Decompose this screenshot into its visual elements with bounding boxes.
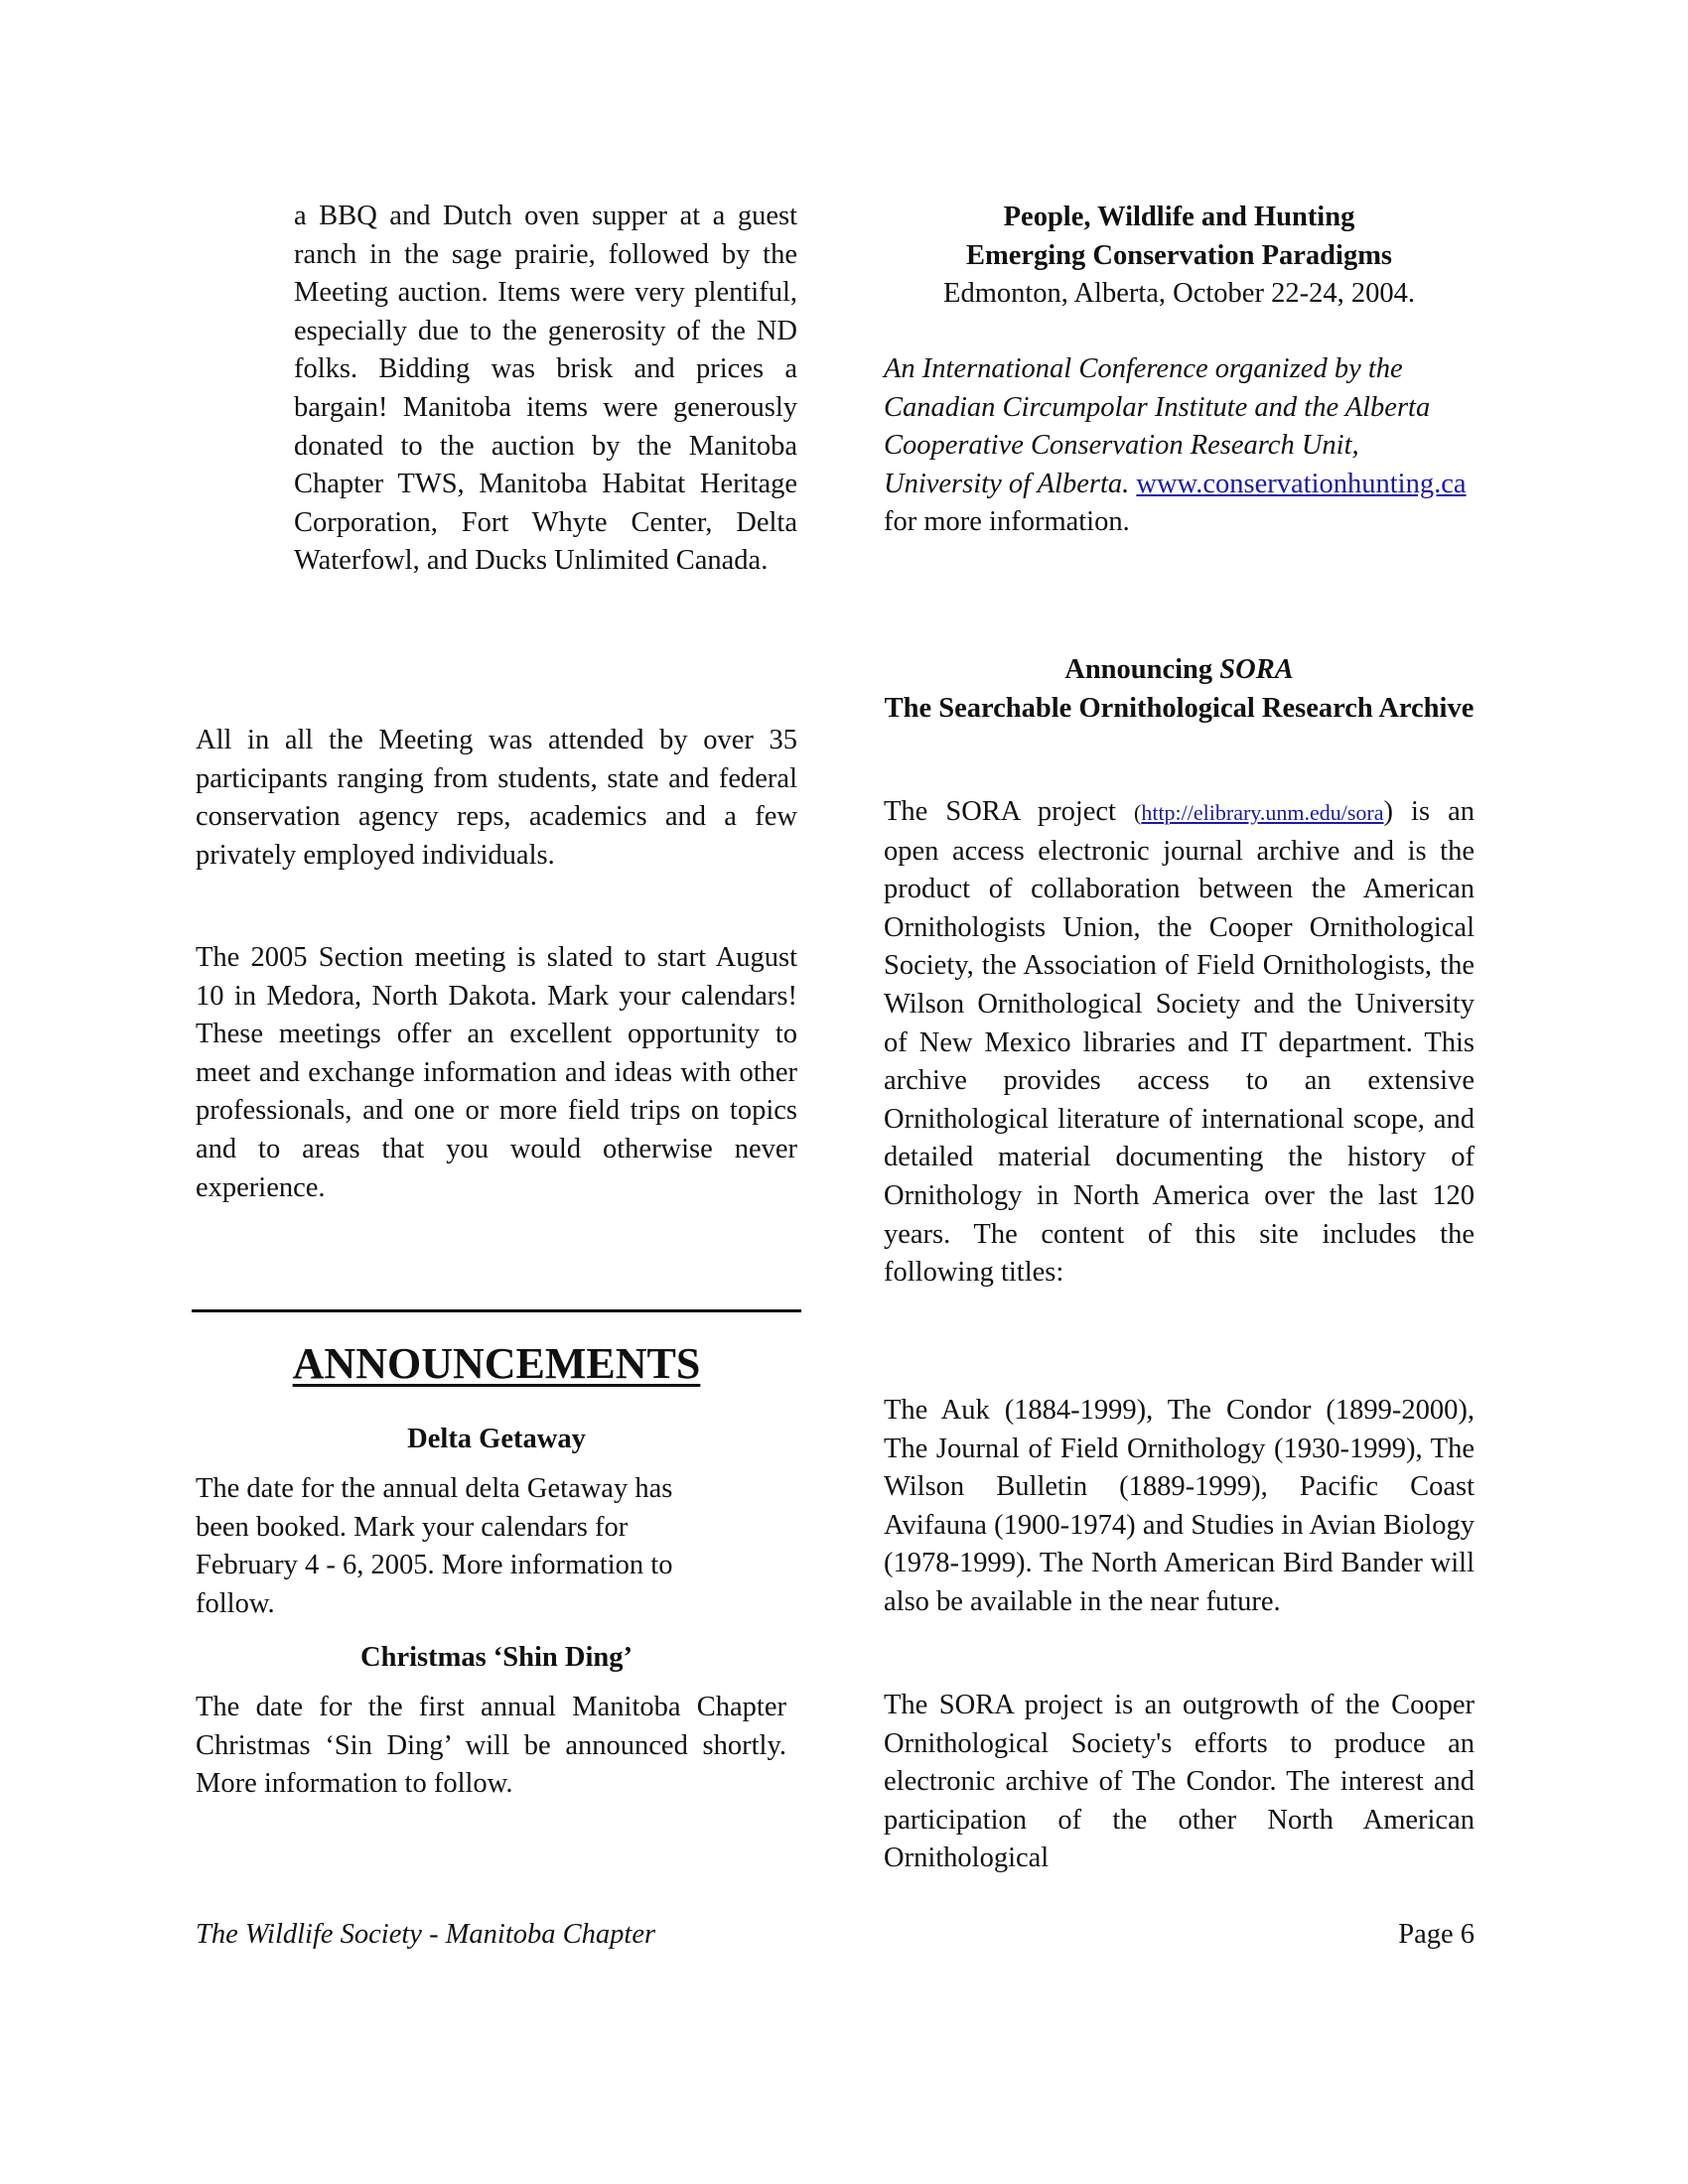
- outgrowth-paragraph: The SORA project is an outgrowth of the Cooper Ornithological Society's efforts to produce an electronic archive of The Condor. The interest and participation of the other North American Ornithological: [884, 1690, 1475, 1874]
- conference-location: Edmonton, Alberta, October 22-24, 2004.: [943, 278, 1415, 310]
- conference-subtitle: Emerging Conservation Paradigms: [965, 239, 1393, 271]
- sora-heading: [884, 651, 1475, 728]
- delta-getaway-paragraph: [196, 1470, 811, 1623]
- conference-heading: [884, 199, 1475, 314]
- conference-organizers: An International Conference organized by the Canadian Circumpolar Institute and the Alberta Cooperative Conservation Research Unit, University of Alberta.: [884, 353, 1431, 499]
- delta-getaway-heading: Delta Getaway: [407, 1424, 586, 1454]
- titles-paragraph: The Auk (1884-1999), The Condor (1899-2000), The Journal of Field Ornithology (1930-1999), The Wilson Bulletin (1889-1999), Pacific Coast Avifauna (1900-1974) and Studies in Avian Biology (1978-1999). The North American Bird Bander will also be available in the near future.: [884, 1395, 1475, 1617]
- next-meeting-paragraph: The 2005 Section meeting is slated to start August 10 in Medora, North Dakota. Mark your calendars! These meetings offer an excellent opportunity to meet and exchange information and ideas with other professionals, and one or more field trips on topics and to areas that you would otherwise never experience.: [196, 942, 797, 1203]
- announcements-heading: [192, 1336, 801, 1392]
- conference-link[interactable]: www.conservationhunting.ca: [1136, 468, 1467, 499]
- sora-heading-prefix: Announcing: [1064, 654, 1220, 685]
- text-line: been booked. Mark your calendars for: [196, 1511, 629, 1543]
- text-line: February 4 - 6, 2005. More information to: [196, 1550, 673, 1581]
- conference-link-suffix: for more information.: [884, 506, 1130, 538]
- sora-name: SORA: [1219, 654, 1294, 685]
- christmas-paragraph: The date for the first annual Manitoba Chapter Christmas ‘Sin Ding’ will be announced shortly. More information to follow.: [196, 1692, 786, 1800]
- christmas-heading: Christmas ‘Shin Ding’: [360, 1642, 633, 1673]
- text-line: follow.: [196, 1587, 275, 1619]
- footer-publication: The Wildlife Society - Manitoba Chapter: [196, 1919, 656, 1950]
- attendance-paragraph: All in all the Meeting was attended by over 35 participants ranging from students, state and federal conservation agency reps, academics and a few privately employed individuals.: [196, 725, 797, 871]
- sora-heading-line: [884, 651, 1475, 690]
- paren: (: [1134, 800, 1142, 825]
- auction-paragraph: a BBQ and Dutch oven supper at a guest ranch in the sage prairie, followed by the Meeting auction. Items were very plentiful, especially due to the generosity of the ND folks. Bidding was brisk and prices a bargain! Manitoba items were generously donated to the auction by the Manitoba Chapter TWS, Manitoba Habitat Heritage Corporation, Fort Whyte Center, Delta Waterfowl, and Ducks Unlimited Canada.: [294, 201, 797, 577]
- sora-link[interactable]: http://elibrary.unm.edu/sora: [1141, 800, 1384, 825]
- sora-paragraph: [884, 793, 1475, 1293]
- announcements-heading-text: ANNOUNCEMENTS: [292, 1339, 701, 1388]
- section-divider: [192, 1309, 801, 1312]
- conference-title: People, Wildlife and Hunting: [1003, 202, 1355, 232]
- sora-text: The SORA project: [884, 796, 1134, 827]
- sora-heading-subtitle: The Searchable Ornithological Research Archive: [884, 692, 1475, 724]
- sora-text-rest: ) is an open access electronic journal archive and is the product of collaboration between the American Ornithologists Union, the Cooper Ornithological Society, the Association of Field Ornithologists, the Wilson Ornithological Society and the University of New Mexico libraries and IT department. This archive provides access to an extensive Ornithological literature of international scope, and detailed material documenting the history of Ornithology in North America over the last 120 years. The content of this site includes the following titles:: [884, 796, 1475, 1289]
- conference-description: [884, 350, 1475, 542]
- text-line: The date for the annual delta Getaway has: [196, 1473, 673, 1504]
- page-number: Page 6: [1398, 1919, 1475, 1950]
